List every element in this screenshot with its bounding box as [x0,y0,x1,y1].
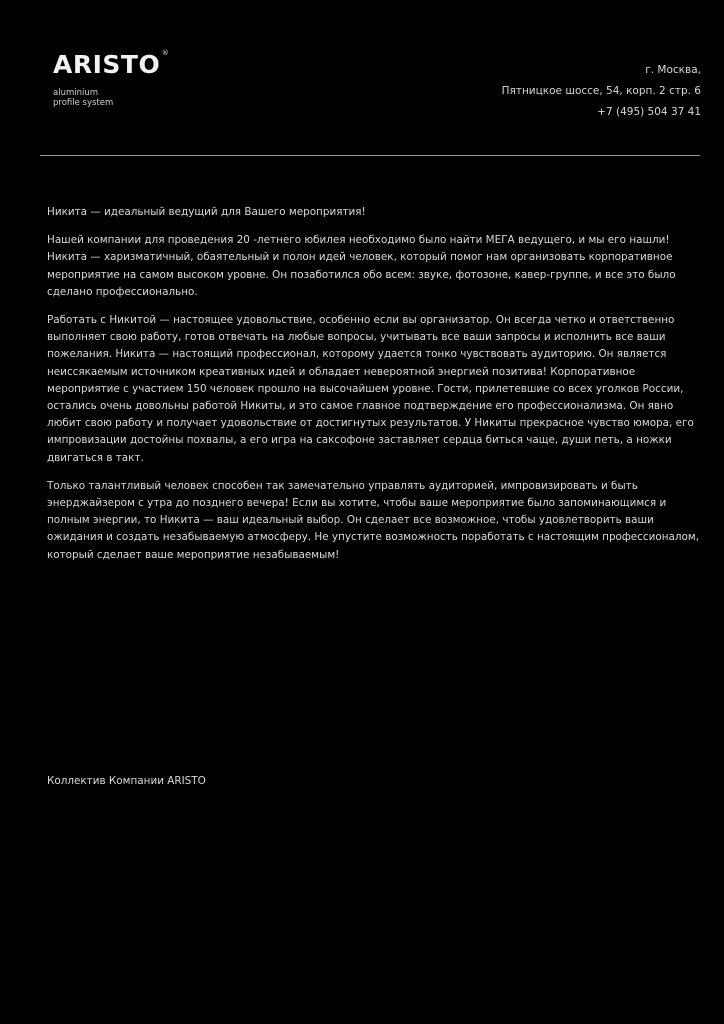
logo-tagline-line2: profile system [53,97,114,108]
address-phone: +7 (495) 504 37 41 [597,106,701,118]
address-street: Пятницкое шоссе, 54, корп. 2 стр. 6 [501,85,701,97]
letter-paragraph: Только талантливый человек способен так замечательно управлять аудиторией, импровизировать и быть энерджайзером с утра до позднего вечера! Если вы хотите, чтобы ваше мероприятие было запоминающимся и полным энергии, то Никита — ваш идеальный выбор. Он сделает все возможное, чтобы удовлетворить ваши ожидания и создать незабываемую атмосферу. Не упустите возможность поработать с настоящим профессионалом, который сделает ваше мероприятие незабываемым! [47,479,700,561]
letter-body [47,204,707,575]
registered-trademark-icon: ® [161,49,170,57]
logo-wordmark [53,49,170,79]
letter-paragraph: Нашей компании для проведения 20 -летнего юбилея необходимо было найти МЕГА ведущего, и мы его нашли! Никита — харизматичный, обаятельный и полон идей человек, который помог нам организовать корпоративное мероприятие на самом высоком уровне. Он позаботился обо всем: звуке, фотозоне, кавер-группе, и все это было сделано профессионально. [47,234,676,298]
header-divider [40,155,700,156]
address-city: г. Москва, [645,64,701,76]
company-address [502,60,701,123]
letter-title: Никита — идеальный ведущий для Вашего мероприятия! [47,206,366,218]
logo-name: ARISTO [53,50,161,79]
letter-signature: Коллектив Компании ARISTO [47,775,206,787]
logo-tagline-line1: aluminium [53,88,99,98]
letter-paragraph: Работать с Никитой — настоящее удовольствие, особенно если вы организатор. Он всегда четко и ответственно выполняет свою работу, готов отвечать на любые вопросы, учитывать все ваши запросы и исполнить все ваши пожелания. Никита — настоящий профессионал, которому удается тонко чувствовать аудиторию. Он является неиссякаемым источником креативных идей и обладает невероятной энергией позитива! Корпоративное мероприятие с участием 150 человек прошло на высочайшем уровне. Гости, прилетевшие со всех уголков России, остались очень довольны работой Никиты, и это самое главное подтверждение его профессионализма. Он явно любит свою работу и получает удовольствие от достигнутых результатов. У Никиты прекрасное чувство юмора, его импровизации достойны похвалы, а его игра на саксофоне заставляет сердца биться чаще, души петь, а ножки двигаться в такт. [47,314,694,464]
logo-tagline [53,89,160,108]
letterhead-logo [53,49,170,108]
